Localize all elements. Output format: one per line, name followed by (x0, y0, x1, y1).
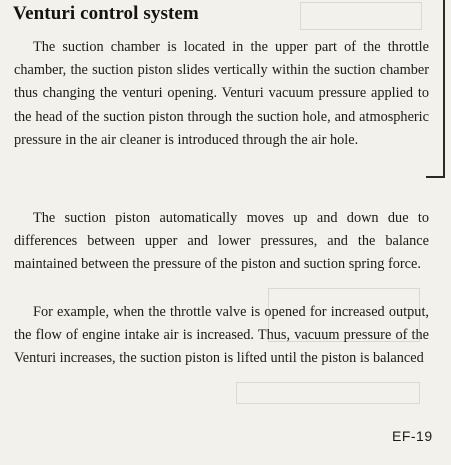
paragraph-throttle-example: For example, when the throttle valve is opened for increased output, the flow of engine intake air is increased. Thus, vacuum pressure of the Venturi increases, the suction piston is lifted until the piston is balanced (14, 304, 429, 367)
bleed-through-box (300, 2, 422, 30)
bleed-through-box (236, 382, 420, 404)
paragraph-piston-movement: The suction piston automatically moves up and down due to differences between upper and lower pressures, and the balance maintained between the pressure of the piston and suction spring force. (14, 210, 429, 273)
figure-frame-corner (426, 176, 445, 178)
page-number: EF-19 (392, 428, 433, 444)
figure-frame-edge (443, 0, 445, 177)
section-title: Venturi control system (13, 3, 199, 24)
paragraph-suction-chamber: The suction chamber is located in the upper part of the throttle chamber, the suction piston slides vertically within the suction chamber thus changing the venturi opening. Venturi vacuum pressure applied to the head of the suction piston through the suction hole, and atmospheric pressure in the air cleaner is introduced through the air hole. (14, 39, 429, 148)
